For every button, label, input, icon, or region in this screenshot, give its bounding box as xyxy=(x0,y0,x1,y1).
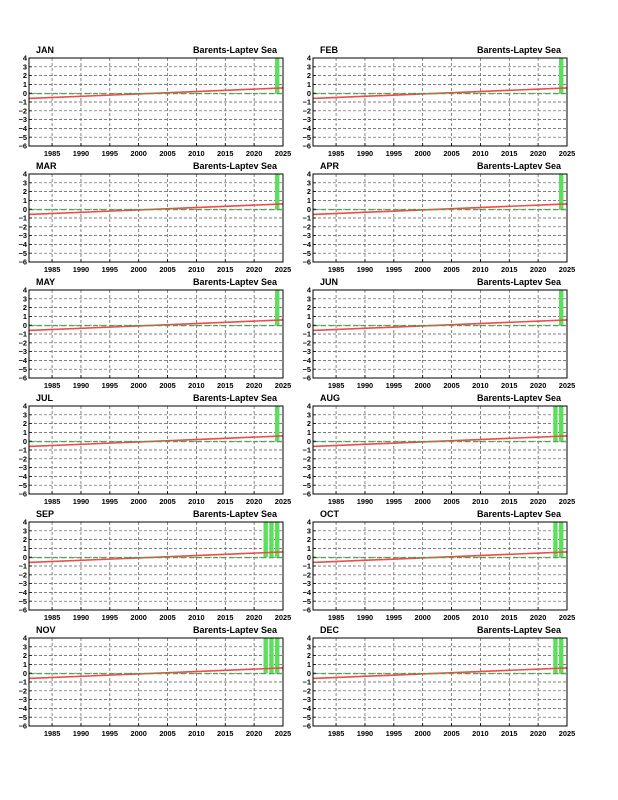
y-tick-label: 3 xyxy=(22,178,27,188)
x-tick-label: 1990 xyxy=(72,149,90,158)
x-tick-label: 2025 xyxy=(558,149,576,158)
y-tick-label: −4 xyxy=(302,588,311,597)
panel-region-title: Barents-Laptev Sea xyxy=(476,277,561,287)
y-tick-label: 2 xyxy=(22,419,27,429)
panel-month-title: DEC xyxy=(320,625,340,635)
x-tick-label: 1995 xyxy=(101,729,119,738)
x-tick-label: 2020 xyxy=(245,265,263,274)
x-tick-label: 2015 xyxy=(217,729,234,738)
y-tick-label: 4 xyxy=(306,401,311,411)
x-tick-label: 1995 xyxy=(385,497,403,506)
y-tick-label: 0 xyxy=(22,204,27,214)
y-tick-label: −6 xyxy=(302,373,311,383)
y-tick-label: 2 xyxy=(306,651,311,661)
y-tick-label: −4 xyxy=(302,704,311,713)
y-tick-label: 1 xyxy=(22,312,27,321)
y-tick-label: −5 xyxy=(302,596,311,606)
y-tick-label: −5 xyxy=(302,132,311,142)
x-tick-label: 2010 xyxy=(188,613,205,622)
y-tick-label: −5 xyxy=(302,364,311,374)
x-tick-label: 1990 xyxy=(356,497,374,506)
x-tick-label: 2010 xyxy=(188,497,205,506)
x-tick-label: 2010 xyxy=(472,381,489,390)
x-tick-label: 2000 xyxy=(414,149,431,158)
panel-month-title: MAY xyxy=(36,277,56,287)
y-tick-label: −3 xyxy=(18,579,27,589)
y-tick-label: −2 xyxy=(18,570,27,580)
y-tick-label: 1 xyxy=(306,196,311,205)
y-tick-label: 0 xyxy=(306,88,311,98)
x-tick-label: 2005 xyxy=(443,613,460,622)
y-tick-label: 4 xyxy=(22,517,27,527)
y-tick-label: −6 xyxy=(18,605,27,615)
x-tick-label: 2000 xyxy=(414,265,431,274)
x-tick-label: 2000 xyxy=(130,613,147,622)
x-tick-label: 2025 xyxy=(558,265,576,274)
x-tick-label: 2015 xyxy=(501,497,518,506)
x-tick-label: 1990 xyxy=(72,265,90,274)
y-tick-label: −3 xyxy=(18,115,27,125)
y-tick-label: 2 xyxy=(306,419,311,429)
y-tick-label: 1 xyxy=(22,196,27,205)
y-tick-label: −1 xyxy=(18,561,27,571)
panel-jul xyxy=(19,393,292,506)
x-tick-label: 2010 xyxy=(472,497,489,506)
x-tick-label: 2010 xyxy=(188,381,205,390)
panel-month-title: JUL xyxy=(36,393,54,403)
x-tick-label: 2005 xyxy=(443,381,460,390)
panel-month-title: SEP xyxy=(36,509,55,519)
x-tick-label: 2005 xyxy=(159,149,176,158)
y-tick-label: −2 xyxy=(302,686,311,696)
y-tick-label: 4 xyxy=(306,285,311,295)
x-tick-label: 1990 xyxy=(356,613,374,622)
y-tick-label: −5 xyxy=(18,596,27,606)
x-tick-label: 2025 xyxy=(558,729,576,738)
y-tick-label: −5 xyxy=(18,480,27,490)
x-tick-label: 1995 xyxy=(101,497,119,506)
panel-aug xyxy=(303,393,576,506)
x-tick-label: 2000 xyxy=(130,265,147,274)
panel-may xyxy=(19,277,292,390)
y-tick-label: −6 xyxy=(18,721,27,731)
x-tick-label: 2000 xyxy=(130,497,147,506)
y-tick-label: −1 xyxy=(302,97,311,107)
y-tick-label: −6 xyxy=(302,605,311,615)
y-tick-label: 4 xyxy=(22,169,27,179)
y-tick-label: 0 xyxy=(22,668,27,678)
x-tick-label: 1995 xyxy=(385,265,403,274)
y-tick-label: 4 xyxy=(306,517,311,527)
panel-month-title: NOV xyxy=(36,625,56,635)
panel-jun xyxy=(303,277,576,390)
x-tick-label: 2010 xyxy=(472,149,489,158)
y-tick-label: 2 xyxy=(22,651,27,661)
y-tick-label: −4 xyxy=(302,472,311,481)
x-tick-label: 1985 xyxy=(327,265,345,274)
y-tick-label: −6 xyxy=(302,141,311,151)
y-tick-label: −5 xyxy=(18,712,27,722)
x-tick-label: 2000 xyxy=(130,381,147,390)
x-tick-label: 2025 xyxy=(558,381,576,390)
y-tick-label: −1 xyxy=(18,97,27,107)
y-tick-label: −4 xyxy=(18,124,27,133)
y-tick-label: −2 xyxy=(18,222,27,232)
y-tick-label: 3 xyxy=(22,526,27,536)
x-tick-label: 2005 xyxy=(159,613,176,622)
y-tick-label: −2 xyxy=(302,338,311,348)
y-tick-label: −2 xyxy=(302,106,311,116)
x-tick-label: 1985 xyxy=(327,149,345,158)
panel-region-title: Barents-Laptev Sea xyxy=(476,625,561,635)
x-tick-label: 1985 xyxy=(327,729,345,738)
y-tick-label: 0 xyxy=(22,436,27,446)
x-tick-label: 1995 xyxy=(101,613,119,622)
x-tick-label: 2025 xyxy=(274,381,292,390)
panel-region-title: Barents-Laptev Sea xyxy=(192,277,277,287)
x-tick-label: 2015 xyxy=(501,381,518,390)
y-tick-label: 2 xyxy=(22,535,27,545)
y-tick-label: −2 xyxy=(18,686,27,696)
x-tick-label: 1990 xyxy=(356,265,374,274)
x-tick-label: 2015 xyxy=(217,381,234,390)
x-tick-label: 2025 xyxy=(558,613,576,622)
x-tick-label: 1985 xyxy=(43,381,61,390)
y-tick-label: 1 xyxy=(306,660,311,669)
y-tick-label: 2 xyxy=(22,71,27,81)
panel-region-title: Barents-Laptev Sea xyxy=(476,393,561,403)
y-tick-label: 3 xyxy=(306,178,311,188)
x-tick-label: 2015 xyxy=(217,149,234,158)
x-tick-label: 2015 xyxy=(501,613,518,622)
x-tick-label: 1985 xyxy=(327,497,345,506)
x-tick-label: 1990 xyxy=(72,497,90,506)
y-tick-label: 0 xyxy=(306,320,311,330)
panel-region-title: Barents-Laptev Sea xyxy=(192,45,277,55)
x-tick-label: 2005 xyxy=(159,265,176,274)
x-tick-label: 1985 xyxy=(43,265,61,274)
x-tick-label: 2010 xyxy=(472,729,489,738)
y-tick-label: 4 xyxy=(22,633,27,643)
y-tick-label: −1 xyxy=(302,329,311,339)
x-tick-label: 2020 xyxy=(529,729,547,738)
y-tick-label: 0 xyxy=(22,320,27,330)
y-tick-label: −4 xyxy=(18,240,27,249)
y-tick-label: 4 xyxy=(22,401,27,411)
panel-month-title: JUN xyxy=(320,277,339,287)
x-tick-label: 2010 xyxy=(472,265,489,274)
x-tick-label: 2020 xyxy=(245,729,263,738)
y-tick-label: 4 xyxy=(22,285,27,295)
x-tick-label: 2020 xyxy=(529,381,547,390)
y-tick-label: 2 xyxy=(22,187,27,197)
x-tick-label: 1990 xyxy=(72,613,90,622)
panel-oct xyxy=(303,509,576,622)
y-tick-label: −1 xyxy=(18,213,27,223)
x-tick-label: 2005 xyxy=(159,497,176,506)
y-tick-label: −1 xyxy=(18,329,27,339)
y-tick-label: 3 xyxy=(22,294,27,304)
y-tick-label: −3 xyxy=(302,579,311,589)
x-tick-label: 1995 xyxy=(385,613,403,622)
x-tick-label: 1995 xyxy=(385,149,403,158)
y-tick-label: 1 xyxy=(22,660,27,669)
y-tick-label: 3 xyxy=(306,642,311,652)
y-tick-label: 2 xyxy=(22,303,27,313)
y-tick-label: 0 xyxy=(22,88,27,98)
panel-region-title: Barents-Laptev Sea xyxy=(192,161,277,171)
y-tick-label: −4 xyxy=(18,588,27,597)
y-tick-label: −3 xyxy=(302,463,311,473)
y-tick-label: −2 xyxy=(302,454,311,464)
x-tick-label: 2025 xyxy=(558,497,576,506)
panel-apr xyxy=(303,161,576,274)
y-tick-label: −3 xyxy=(302,115,311,125)
y-tick-label: −1 xyxy=(302,677,311,687)
x-tick-label: 1985 xyxy=(43,149,61,158)
y-tick-label: −3 xyxy=(18,695,27,705)
x-tick-label: 2010 xyxy=(188,265,205,274)
panel-sep xyxy=(19,509,292,622)
panel-feb xyxy=(303,45,576,158)
y-tick-label: 3 xyxy=(306,526,311,536)
y-tick-label: −1 xyxy=(18,677,27,687)
y-tick-label: −2 xyxy=(18,106,27,116)
x-tick-label: 1985 xyxy=(43,613,61,622)
y-tick-label: 3 xyxy=(22,410,27,420)
y-tick-label: 3 xyxy=(306,62,311,72)
y-tick-label: −6 xyxy=(302,489,311,499)
x-tick-label: 2015 xyxy=(501,149,518,158)
y-tick-label: −2 xyxy=(302,222,311,232)
y-tick-label: 3 xyxy=(22,62,27,72)
y-tick-label: 2 xyxy=(306,71,311,81)
x-tick-label: 1995 xyxy=(385,381,403,390)
panel-month-title: APR xyxy=(320,161,340,171)
y-tick-label: 4 xyxy=(306,169,311,179)
x-tick-label: 2020 xyxy=(245,381,263,390)
y-tick-label: −1 xyxy=(302,213,311,223)
y-tick-label: −6 xyxy=(18,489,27,499)
y-tick-label: −3 xyxy=(18,231,27,241)
panel-month-title: MAR xyxy=(36,161,57,171)
y-tick-label: 0 xyxy=(306,436,311,446)
x-tick-label: 2015 xyxy=(501,729,518,738)
y-tick-label: 1 xyxy=(22,80,27,89)
x-tick-label: 2020 xyxy=(245,149,263,158)
x-tick-label: 2025 xyxy=(274,497,292,506)
x-tick-label: 2000 xyxy=(130,149,147,158)
x-tick-label: 1995 xyxy=(101,265,119,274)
panel-month-title: AUG xyxy=(320,393,340,403)
x-tick-label: 2005 xyxy=(443,149,460,158)
panel-month-title: FEB xyxy=(320,45,338,55)
y-tick-label: −6 xyxy=(18,141,27,151)
y-tick-label: −3 xyxy=(18,463,27,473)
y-tick-label: 2 xyxy=(306,187,311,197)
x-tick-label: 2005 xyxy=(443,265,460,274)
panel-dec xyxy=(303,625,576,738)
y-tick-label: 4 xyxy=(22,53,27,63)
x-tick-label: 2000 xyxy=(414,497,431,506)
x-tick-label: 2005 xyxy=(443,497,460,506)
y-tick-label: 1 xyxy=(306,544,311,553)
y-tick-label: −3 xyxy=(302,231,311,241)
x-tick-label: 2005 xyxy=(443,729,460,738)
y-tick-label: −5 xyxy=(18,364,27,374)
x-tick-label: 2000 xyxy=(130,729,147,738)
x-tick-label: 2025 xyxy=(274,265,292,274)
panel-nov xyxy=(19,625,292,738)
x-tick-label: 2020 xyxy=(529,497,547,506)
x-tick-label: 1995 xyxy=(385,729,403,738)
y-tick-label: −3 xyxy=(302,347,311,357)
y-tick-label: −5 xyxy=(302,712,311,722)
y-tick-label: 1 xyxy=(306,312,311,321)
x-tick-label: 2000 xyxy=(414,729,431,738)
y-tick-label: −2 xyxy=(302,570,311,580)
x-tick-label: 2020 xyxy=(529,149,547,158)
y-tick-label: −3 xyxy=(302,695,311,705)
x-tick-label: 2020 xyxy=(245,613,263,622)
y-tick-label: −1 xyxy=(302,561,311,571)
y-tick-label: −5 xyxy=(302,480,311,490)
y-tick-label: −5 xyxy=(18,248,27,258)
x-tick-label: 1985 xyxy=(43,497,61,506)
x-tick-label: 1985 xyxy=(327,381,345,390)
y-tick-label: −4 xyxy=(302,356,311,365)
x-tick-label: 1995 xyxy=(101,149,119,158)
panel-region-title: Barents-Laptev Sea xyxy=(476,45,561,55)
y-tick-label: 0 xyxy=(306,552,311,562)
x-tick-label: 2000 xyxy=(414,613,431,622)
y-tick-label: 4 xyxy=(306,633,311,643)
y-tick-label: −4 xyxy=(18,472,27,481)
x-tick-label: 1985 xyxy=(43,729,61,738)
y-tick-label: −1 xyxy=(302,445,311,455)
x-tick-label: 2010 xyxy=(472,613,489,622)
panel-jan xyxy=(19,45,292,158)
y-tick-label: 2 xyxy=(306,535,311,545)
y-tick-label: −6 xyxy=(18,257,27,267)
x-tick-label: 2000 xyxy=(414,381,431,390)
x-tick-label: 2025 xyxy=(274,613,292,622)
x-tick-label: 1990 xyxy=(72,729,90,738)
panel-month-title: OCT xyxy=(320,509,339,519)
x-tick-label: 2015 xyxy=(501,265,518,274)
y-tick-label: 0 xyxy=(306,668,311,678)
x-tick-label: 2020 xyxy=(529,265,547,274)
y-tick-label: −6 xyxy=(302,257,311,267)
y-tick-label: −6 xyxy=(18,373,27,383)
panel-region-title: Barents-Laptev Sea xyxy=(192,625,277,635)
x-tick-label: 2015 xyxy=(217,497,234,506)
x-tick-label: 1990 xyxy=(356,381,374,390)
y-tick-label: −2 xyxy=(18,338,27,348)
x-tick-label: 1990 xyxy=(356,729,374,738)
y-tick-label: −1 xyxy=(18,445,27,455)
y-tick-label: 4 xyxy=(306,53,311,63)
y-tick-label: −2 xyxy=(18,454,27,464)
y-tick-label: −5 xyxy=(302,248,311,258)
x-tick-label: 2015 xyxy=(217,265,234,274)
x-tick-label: 2010 xyxy=(188,729,205,738)
x-tick-label: 1995 xyxy=(101,381,119,390)
y-tick-label: 1 xyxy=(306,80,311,89)
y-tick-label: 0 xyxy=(306,204,311,214)
x-tick-label: 2020 xyxy=(245,497,263,506)
x-tick-label: 2005 xyxy=(159,381,176,390)
x-tick-label: 1990 xyxy=(72,381,90,390)
y-tick-label: 3 xyxy=(22,642,27,652)
x-tick-label: 1990 xyxy=(356,149,374,158)
x-tick-label: 2020 xyxy=(529,613,547,622)
panel-month-title: JAN xyxy=(36,45,55,55)
y-tick-label: −4 xyxy=(302,240,311,249)
panel-region-title: Barents-Laptev Sea xyxy=(476,161,561,171)
y-tick-label: 1 xyxy=(22,544,27,553)
panel-mar xyxy=(19,161,292,274)
x-tick-label: 2005 xyxy=(159,729,176,738)
x-tick-label: 2010 xyxy=(188,149,205,158)
y-tick-label: −4 xyxy=(18,356,27,365)
y-tick-label: 3 xyxy=(306,410,311,420)
y-tick-label: 3 xyxy=(306,294,311,304)
y-tick-label: −4 xyxy=(18,704,27,713)
x-tick-label: 2025 xyxy=(274,729,292,738)
y-tick-label: 1 xyxy=(306,428,311,437)
y-tick-label: 1 xyxy=(22,428,27,437)
y-tick-label: 2 xyxy=(306,303,311,313)
panel-region-title: Barents-Laptev Sea xyxy=(192,393,277,403)
x-tick-label: 2025 xyxy=(274,149,292,158)
panel-region-title: Barents-Laptev Sea xyxy=(192,509,277,519)
y-tick-label: −6 xyxy=(302,721,311,731)
x-tick-label: 1985 xyxy=(327,613,345,622)
x-tick-label: 2015 xyxy=(217,613,234,622)
y-tick-label: −3 xyxy=(18,347,27,357)
panel-region-title: Barents-Laptev Sea xyxy=(476,509,561,519)
y-tick-label: −4 xyxy=(302,124,311,133)
y-tick-label: −5 xyxy=(18,132,27,142)
y-tick-label: 0 xyxy=(22,552,27,562)
